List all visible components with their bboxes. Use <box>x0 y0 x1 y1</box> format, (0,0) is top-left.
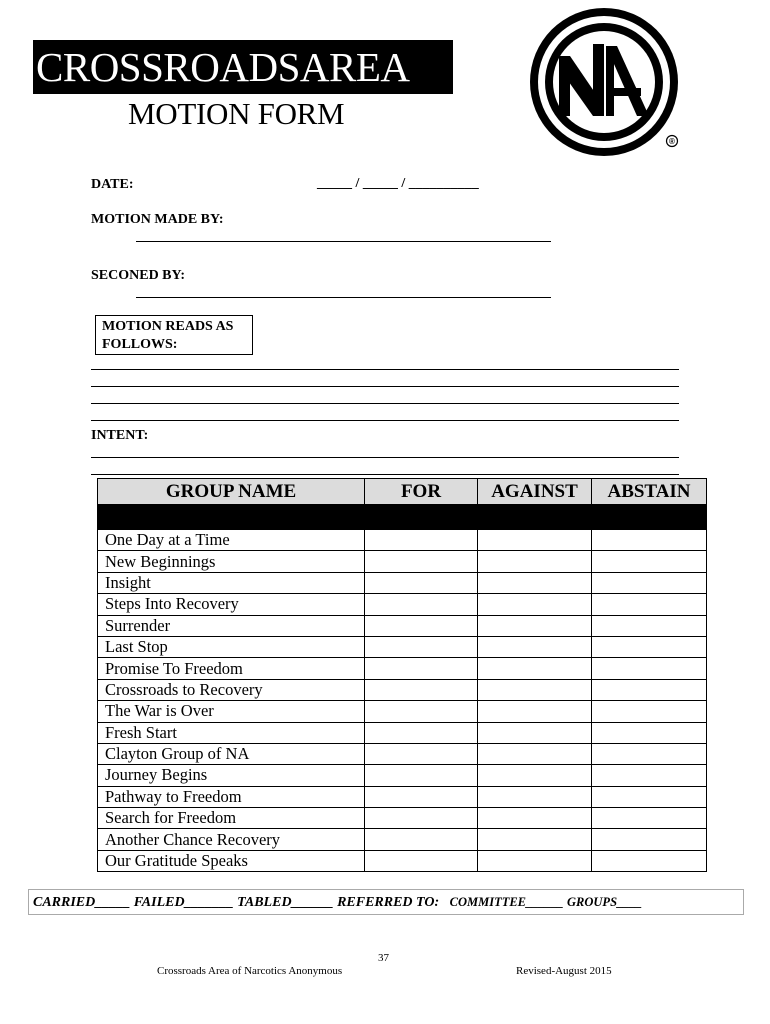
motion-line-4[interactable] <box>91 420 679 421</box>
intent-line-1[interactable] <box>91 457 679 458</box>
header-group-name: GROUP NAME <box>98 479 365 505</box>
group-name-cell: Our Gratitude Speaks <box>98 850 365 871</box>
table-row <box>98 743 707 764</box>
group-name-cell: New Beginnings <box>98 551 365 572</box>
for-cell[interactable] <box>365 615 478 636</box>
for-cell[interactable] <box>365 722 478 743</box>
for-cell[interactable] <box>365 701 478 722</box>
group-name-cell: Another Chance Recovery <box>98 829 365 850</box>
table-row <box>98 679 707 700</box>
table-row <box>98 808 707 829</box>
for-cell[interactable] <box>365 658 478 679</box>
motion-line-2[interactable] <box>91 386 679 387</box>
table-row <box>98 765 707 786</box>
motion-line-1[interactable] <box>91 369 679 370</box>
table-row <box>98 701 707 722</box>
group-name-cell: Crossroads to Recovery <box>98 679 365 700</box>
against-cell[interactable] <box>478 594 592 615</box>
abstain-cell[interactable] <box>592 530 707 551</box>
date-label: DATE: <box>91 177 134 192</box>
carried-field[interactable]: CARRIED_____ <box>33 895 131 910</box>
abstain-cell[interactable] <box>592 808 707 829</box>
abstain-cell[interactable] <box>592 615 707 636</box>
footer-org: Crossroads Area of Narcotics Anonymous <box>157 965 343 977</box>
referred-to-label: REFERRED TO: <box>337 895 440 910</box>
group-name-cell: One Day at a Time <box>98 530 365 551</box>
for-cell[interactable] <box>365 530 478 551</box>
for-cell[interactable] <box>365 594 478 615</box>
for-cell[interactable] <box>365 572 478 593</box>
abstain-cell[interactable] <box>592 594 707 615</box>
groups-field[interactable]: GROUPS____ <box>567 895 643 909</box>
abstain-cell[interactable] <box>592 636 707 657</box>
table-row <box>98 829 707 850</box>
against-cell[interactable] <box>478 572 592 593</box>
against-cell[interactable] <box>478 679 592 700</box>
for-cell[interactable] <box>365 786 478 807</box>
vote-table <box>97 478 707 872</box>
na-logo <box>529 6 685 162</box>
header-for: FOR <box>365 479 478 505</box>
abstain-cell[interactable] <box>592 765 707 786</box>
vote-table-header <box>98 479 707 505</box>
abstain-cell[interactable] <box>592 850 707 871</box>
abstain-cell[interactable] <box>592 829 707 850</box>
group-name-cell: Surrender <box>98 615 365 636</box>
against-cell[interactable] <box>478 722 592 743</box>
table-row <box>98 530 707 551</box>
against-cell[interactable] <box>478 829 592 850</box>
table-divider-bar <box>98 505 707 530</box>
for-cell[interactable] <box>365 829 478 850</box>
group-name-cell: Steps Into Recovery <box>98 594 365 615</box>
for-cell[interactable] <box>365 551 478 572</box>
for-cell[interactable] <box>365 679 478 700</box>
motion-line-3[interactable] <box>91 403 679 404</box>
motion-made-by-line[interactable] <box>136 241 551 242</box>
page-number: 37 <box>378 952 389 964</box>
against-cell[interactable] <box>478 786 592 807</box>
against-cell[interactable] <box>478 636 592 657</box>
table-row <box>98 572 707 593</box>
intent-line-2[interactable] <box>91 474 679 475</box>
for-cell[interactable] <box>365 636 478 657</box>
header-against: AGAINST <box>478 479 592 505</box>
against-cell[interactable] <box>478 808 592 829</box>
group-name-cell: Clayton Group of NA <box>98 743 365 764</box>
abstain-cell[interactable] <box>592 701 707 722</box>
result-line <box>28 889 744 915</box>
group-name-cell: Last Stop <box>98 636 365 657</box>
group-name-cell: Search for Freedom <box>98 808 365 829</box>
table-row <box>98 551 707 572</box>
for-cell[interactable] <box>365 743 478 764</box>
abstain-cell[interactable] <box>592 786 707 807</box>
against-cell[interactable] <box>478 658 592 679</box>
intent-label: INTENT: <box>91 428 149 443</box>
tabled-field[interactable]: TABLED______ <box>237 895 334 910</box>
registered-mark: ® <box>669 137 675 146</box>
group-name-cell: The War is Over <box>98 701 365 722</box>
abstain-cell[interactable] <box>592 551 707 572</box>
abstain-cell[interactable] <box>592 722 707 743</box>
failed-field[interactable]: FAILED_______ <box>133 895 234 910</box>
abstain-cell[interactable] <box>592 658 707 679</box>
form-title: MOTION FORM <box>128 96 345 131</box>
table-row <box>98 722 707 743</box>
footer-revised: Revised-August 2015 <box>516 965 612 977</box>
for-cell[interactable] <box>365 808 478 829</box>
seconded-by-line[interactable] <box>136 297 551 298</box>
date-field[interactable]: _____ / _____ / __________ <box>317 176 479 191</box>
table-row <box>98 594 707 615</box>
against-cell[interactable] <box>478 551 592 572</box>
table-row <box>98 850 707 871</box>
abstain-cell[interactable] <box>592 679 707 700</box>
header-abstain: ABSTAIN <box>592 479 707 505</box>
abstain-cell[interactable] <box>592 743 707 764</box>
table-row <box>98 658 707 679</box>
committee-field[interactable]: COMMITTEE______ <box>449 895 564 909</box>
group-name-cell: Promise To Freedom <box>98 658 365 679</box>
against-cell[interactable] <box>478 615 592 636</box>
for-cell[interactable] <box>365 765 478 786</box>
against-cell[interactable] <box>478 765 592 786</box>
group-name-cell: Insight <box>98 572 365 593</box>
table-row <box>98 636 707 657</box>
table-row <box>98 615 707 636</box>
area-title: CROSSROADSAREA <box>33 40 453 94</box>
group-name-cell: Journey Begins <box>98 765 365 786</box>
against-cell[interactable] <box>478 743 592 764</box>
against-cell[interactable] <box>478 530 592 551</box>
motion-reads-box: MOTION READS AS FOLLOWS: <box>95 315 253 355</box>
group-name-cell: Pathway to Freedom <box>98 786 365 807</box>
group-name-cell: Fresh Start <box>98 722 365 743</box>
table-row <box>98 786 707 807</box>
motion-made-by-label: MOTION MADE BY: <box>91 212 224 227</box>
seconded-by-label: SECONED BY: <box>91 268 186 283</box>
abstain-cell[interactable] <box>592 572 707 593</box>
against-cell[interactable] <box>478 850 592 871</box>
for-cell[interactable] <box>365 850 478 871</box>
against-cell[interactable] <box>478 701 592 722</box>
